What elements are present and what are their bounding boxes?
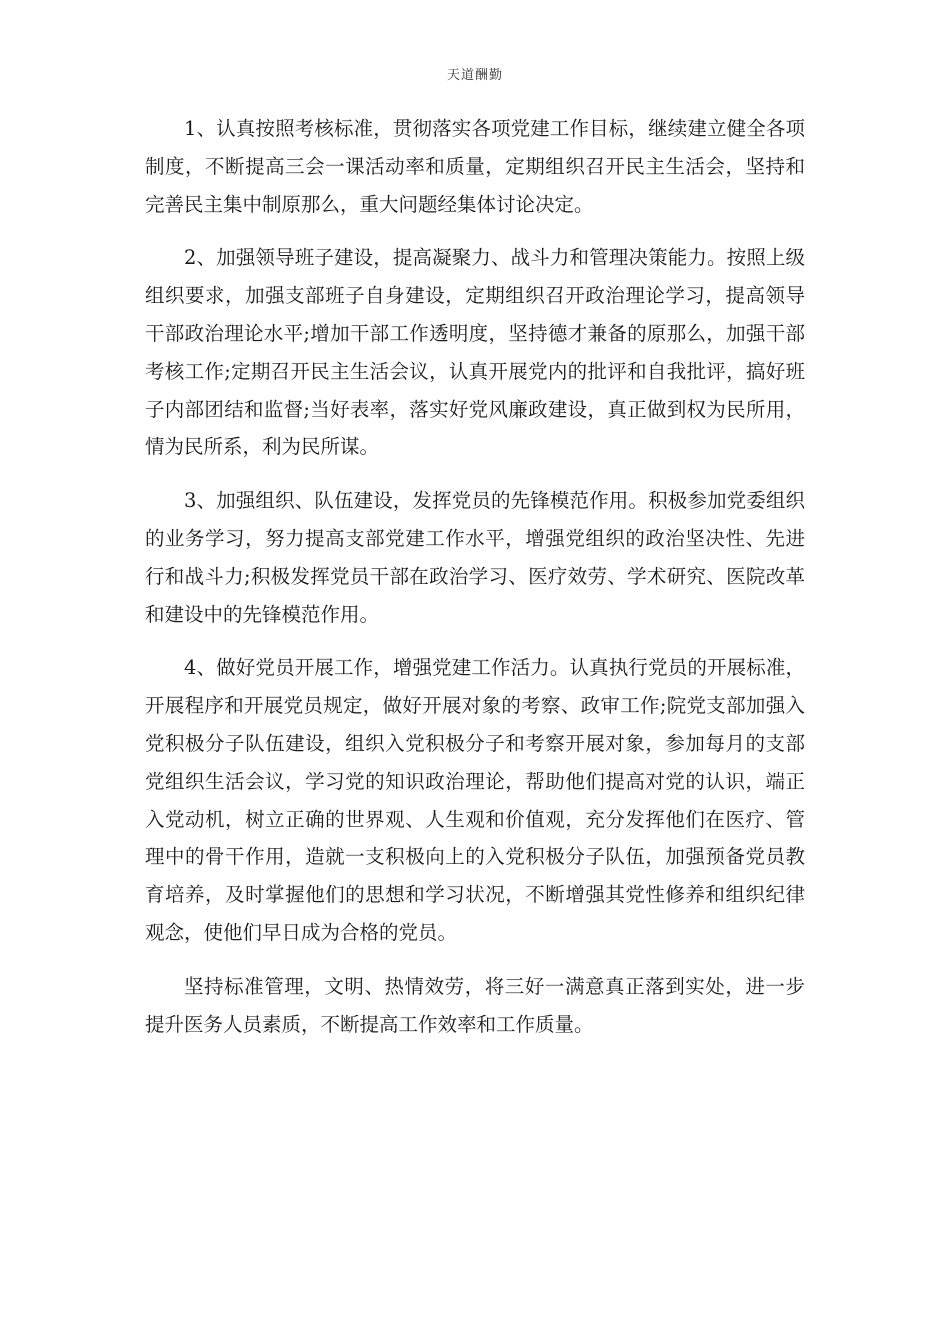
paragraph-item-1: 1、认真按照考核标准，贯彻落实各项党建工作目标，继续建立健全各项制度，不断提高三会一课活动率和质量，定期组织召开民主生活会，坚持和完善民主集中制原那么，重大问题经集体讨论决定。 — [145, 117, 805, 216]
paragraph-item-2: 2、加强领导班子建设，提高凝聚力、战斗力和管理决策能力。按照上级组织要求，加强支部班子自身建设，定期组织召开政治理论学习，提高领导干部政治理论水平;增加干部工作透明度，坚持德才兼备的原那么，加强干部考核工作;定期召开民主生活会议，认真开展党内的批评和自我批评，搞好班子内部团结和监督;当好表率，落实好党风廉政建设，真正做到权为民所用，情为民所系，利为民所谋。 — [145, 246, 805, 459]
paragraph-item-3: 3、加强组织、队伍建设，发挥党员的先锋模范作用。积极参加党委组织的业务学习，努力提高支部党建工作水平，增强党组织的政治坚决性、先进行和战斗力;积极发挥党员干部在政治学习、医疗效劳、学术研究、医院改革和建设中的先锋模范作用。 — [145, 489, 805, 626]
paragraph-closing: 坚持标准管理，文明、热情效劳，将三好一满意真正落到实处，进一步提升医务人员素质，不断提高工作效率和工作质量。 — [145, 974, 805, 1036]
page-header: 天道酬勤 — [446, 68, 503, 83]
document-body — [145, 110, 805, 1059]
paragraph-item-4: 4、做好党员开展工作，增强党建工作活力。认真执行党员的开展标准，开展程序和开展党员规定，做好开展对象的考察、政审工作;院党支部加强入党积极分子队伍建设，组织入党积极分子和考察开展对象，参加每月的支部党组织生活会议，学习党的知识政治理论，帮助他们提高对党的认识，端正入党动机，树立正确的世界观、人生观和价值观，充分发挥他们在医疗、管理中的骨干作用，造就一支积极向上的入党积极分子队伍，加强预备党员教育培养，及时掌握他们的思想和学习状况，不断增强其党性修养和组织纪律观念，使他们早日成为合格的党员。 — [145, 656, 805, 944]
